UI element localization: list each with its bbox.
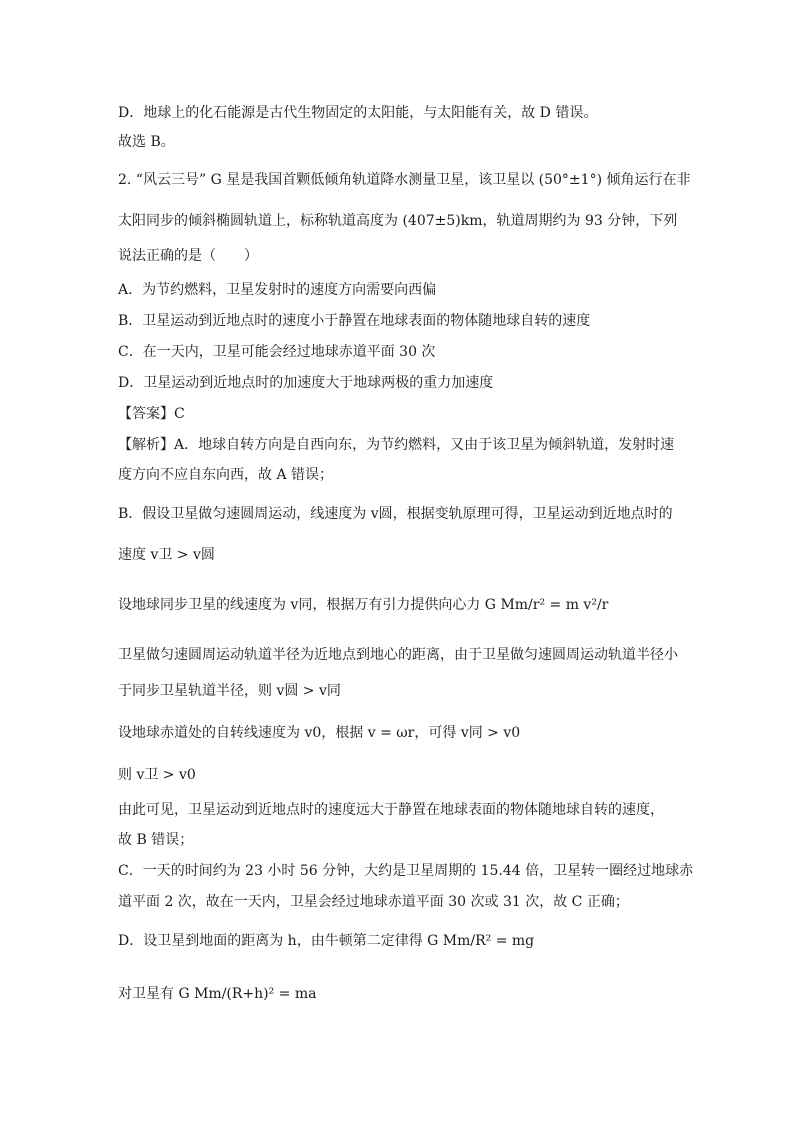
text-line: D．地球上的化石能源是古代生物固定的太阳能，与太阳能有关，故 D 错误。 bbox=[118, 105, 598, 121]
analysis-text: 卫星做匀速圆周运动轨道半径为近地点到地心的距离，由于卫星做匀速圆周运动轨道半径小 bbox=[118, 647, 678, 663]
analysis-text: 由此可见，卫星运动到近地点时的速度远大于静置在地球表面的物体随地球自转的速度， bbox=[118, 802, 664, 818]
analysis-text: 故 B 错误； bbox=[118, 832, 194, 848]
analysis-formula: 速度 v卫 > v圆 bbox=[118, 547, 215, 563]
analysis-formula: D．设卫星到地面的距离为 h，由牛顿第二定律得 G Mm/R² = mg bbox=[118, 933, 535, 949]
analysis-formula: 设地球赤道处的自转线速度为 v0，根据 v = ωr，可得 v同 > v0 bbox=[118, 725, 521, 741]
text-line: 故选 B。 bbox=[118, 134, 175, 150]
option-c: C．在一天内，卫星可能会经过地球赤道平面 30 次 bbox=[118, 344, 436, 360]
analysis-formula: 设地球同步卫星的线速度为 v同，根据万有引力提供向心力 G Mm/r² = m v²/r bbox=[118, 597, 609, 613]
analysis-text: 【解析】A．地球自转方向是自西向东，为节约燃料，又由于该卫星为倾斜轨道，发射时速 bbox=[118, 437, 675, 453]
option-b: B．卫星运动到近地点时的速度小于静置在地球表面的物体随地球自转的速度 bbox=[118, 313, 591, 329]
analysis-formula: 对卫星有 G Mm/(R+h)² = ma bbox=[118, 986, 317, 1002]
analysis-text: C．一天的时间约为 23 小时 56 分钟，大约是卫星周期的 15.44 倍，卫星转一圈经过地球赤 bbox=[118, 863, 694, 879]
analysis-formula: 于同步卫星轨道半径，则 v圆 > v同 bbox=[118, 683, 341, 699]
analysis-formula: 则 v卫 > v0 bbox=[118, 767, 196, 783]
question-stem: 说法正确的是（ ） bbox=[118, 248, 258, 264]
answer: 【答案】C bbox=[118, 406, 185, 422]
option-a: A．为节约燃料，卫星发射时的速度方向需要向西偏 bbox=[118, 282, 437, 298]
option-d: D．卫星运动到近地点时的加速度大于地球两极的重力加速度 bbox=[118, 375, 494, 391]
question-stem: 2. “风云三号” G 星是我国首颗低倾角轨道降水测量卫星，该卫星以 (50°±1°) 倾角运行在非 bbox=[118, 172, 691, 188]
question-stem: 太阳同步的倾斜椭圆轨道上，标称轨道高度为 (407±5)km，轨道周期约为 93 分钟，下列 bbox=[118, 213, 678, 229]
analysis-text: 道平面 2 次，故在一天内，卫星会经过地球赤道平面 30 次或 31 次，故 C 正确； bbox=[118, 894, 629, 910]
analysis-text: 度方向不应自东向西，故 A 错误； bbox=[118, 467, 334, 483]
analysis-text: B．假设卫星做匀速圆周运动，线速度为 v圆，根据变轨原理可得，卫星运动到近地点时的 bbox=[118, 506, 673, 522]
